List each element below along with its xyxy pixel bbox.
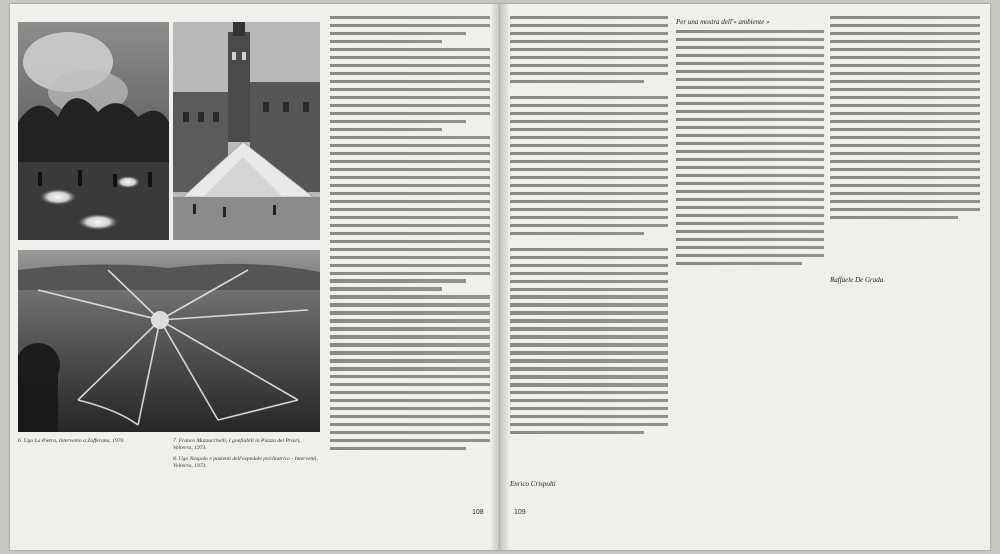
caption-photo-7: 7. Franco Mazzucchelli, I gonfiabili in Piazza dei Priori, Volterra, 1973. [173,438,301,451]
photo-interventi-nespolo [18,250,320,432]
signature-raffaele-de-grada: Raffaele De Grada [830,276,884,284]
right-page-text-column-1 [510,16,668,439]
right-page-text-column-2 [676,30,824,270]
photo-gonfiabili-volterra [173,22,320,240]
magazine-spread [10,4,990,550]
gutter [490,4,510,550]
right-page-text-column-3 [830,16,980,224]
page-number-right: 109 [514,509,526,516]
left-page-text-column [330,16,490,455]
photo-intervento-zafferana [18,22,169,240]
caption-photo-8: 8. Ugo Nespolo e pazienti dell'ospedale psichiatrico - Interventi, Volterra, 1973. [173,456,318,469]
signature-enrico-crispolti: Enrico Crispolti [510,480,556,488]
left-page [10,4,500,550]
page-number-left: 108 [472,509,484,516]
right-page [500,4,990,550]
section-heading-mostra-ambiente: Per una mostra dell'« ambiente » [676,18,770,26]
caption-photo-6: 6. Ugo La Pietra, Intervento a Zafferana, 1970. [18,438,125,444]
